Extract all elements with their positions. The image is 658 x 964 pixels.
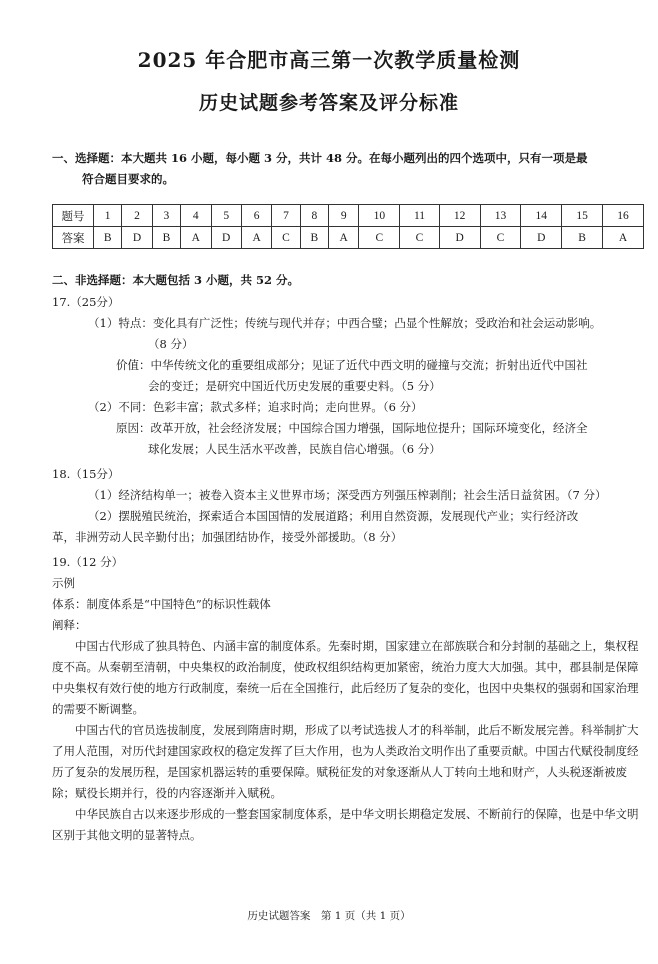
document-subtitle: 历史试题参考答案及评分标准 [198, 92, 459, 114]
answer-cell: D [439, 227, 480, 249]
q17-part1-value-a: 价值：中华传统文化的重要组成部分；见证了近代中西文明的碰撞与交流；折射出近代中国社 [116, 358, 588, 372]
q19-explain-label: 阐释： [52, 618, 87, 632]
answer-table [52, 204, 644, 249]
answer-cell: B [94, 227, 122, 249]
question-number: 4 [181, 205, 211, 227]
question-number: 11 [400, 205, 439, 227]
q17-part1-features: （1）特点：变化具有广泛性；传统与现代并存；中西合璧；凸显个性解放；受政治和社会运动影响。 [88, 316, 602, 330]
q17-part1-points: （8 分） [148, 337, 194, 351]
q19-paragraph-3: 中华民族自古以来逐步形成的一整套国家制度体系，是中华文明长期稳定发展、不断前行的保障，也是中华文明区别于其他文明的显著特点。 [52, 807, 639, 842]
question-number-header: 题号 [53, 205, 94, 227]
question-number: 9 [329, 205, 359, 227]
question-number: 3 [152, 205, 180, 227]
question-number: 8 [300, 205, 328, 227]
document-title: 2025 年合肥市高三第一次教学质量检测 [137, 48, 521, 72]
answer-cell: A [329, 227, 359, 249]
question-number: 15 [562, 205, 603, 227]
q17-part2-differences: （2）不同：色彩丰富；款式多样；追求时尚；走向世界。（6 分） [88, 400, 423, 414]
question-number-row [53, 205, 644, 227]
answer-cell: B [562, 227, 603, 249]
part2-heading: 二、非选择题：本大题包括 3 小题，共 52 分。 [52, 273, 300, 287]
q17-part1-value-b: 会的变迁；是研究中国近代历史发展的重要史料。（5 分） [148, 379, 441, 393]
q18-label: 18.（15分） [52, 467, 120, 481]
q17-part2-reasons-b: 球化发展；人民生活水平改善，民族自信心增强。（6 分） [148, 442, 441, 456]
part1-instructions [52, 148, 642, 190]
question-19 [52, 552, 646, 846]
question-number: 1 [94, 205, 122, 227]
question-number: 12 [439, 205, 480, 227]
q19-example-label: 示例 [52, 576, 75, 590]
answer-cell: A [181, 227, 211, 249]
question-17 [52, 292, 646, 460]
answer-row [53, 227, 644, 249]
answer-cell: D [122, 227, 152, 249]
answer-cell: B [300, 227, 328, 249]
answer-cell: C [359, 227, 400, 249]
question-number: 7 [272, 205, 300, 227]
question-number: 16 [603, 205, 644, 227]
answer-cell: A [241, 227, 271, 249]
q19-paragraph-2: 中国古代的官员选拔制度，发展到隋唐时期，形成了以考试选拔人才的科举制，此后不断发展完善。科举制扩大了用人范围，对历代封建国家政权的稳定发挥了巨大作用，也为人类政治文明作出了重要贡献。中国古代赋役制度经历了复杂的发展历程，是国家机器运转的重要保障。赋税征发的对象逐渐从人丁转向土地和财产，人头税逐渐被废除；赋役长期并行，役的内容逐渐并入赋税。 [52, 723, 639, 800]
question-18 [52, 464, 646, 548]
q19-label: 19.（12 分） [52, 555, 124, 569]
q17-label: 17.（25分） [52, 295, 120, 309]
answer-cell: A [603, 227, 644, 249]
q17-part2-reasons-a: 原因：改革开放，社会经济发展；中国综合国力增强，国际地位提升；国际环境变化，经济全 [116, 421, 588, 435]
answer-cell: C [272, 227, 300, 249]
question-number: 6 [241, 205, 271, 227]
part1-line2: 符合题目要求的。 [82, 172, 174, 186]
page-footer: 历史试题答案 第 1 页（共 1 页） [247, 910, 411, 922]
answer-cell: B [152, 227, 180, 249]
part1-line1: 一、选择题：本大题共 16 小题，每小题 3 分，共计 48 分。在每小题列出的四个选项中，只有一项是最 [52, 151, 588, 165]
question-number: 2 [122, 205, 152, 227]
answer-cell: C [400, 227, 439, 249]
question-number: 14 [521, 205, 562, 227]
answer-cell: C [480, 227, 521, 249]
answer-header: 答案 [53, 227, 94, 249]
q18-part2-b: 革，非洲劳动人民辛勤付出；加强团结协作，接受外部援助。（8 分） [52, 530, 403, 544]
q18-part2-a: （2）摆脱殖民统治，探索适合本国国情的发展道路；利用自然资源，发展现代产业；实行经济改 [88, 509, 579, 523]
question-number: 13 [480, 205, 521, 227]
q18-part1: （1）经济结构单一；被卷入资本主义世界市场；深受西方列强压榨剥削；社会生活日益贫困。（7 分） [88, 488, 607, 502]
q19-paragraph-1: 中国古代形成了独具特色、内涵丰富的制度体系。先秦时期，国家建立在部族联合和分封制的基础之上，集权程度不高。从秦朝至清朝，中央集权的政治制度，使政权组织结构更加紧密，统治力度大大加强。其中，郡县制是保障中央集权有效行使的地方行政制度，秦统一后在全国推行，此后经历了复杂的变化，也因中央集权的强弱和国家治理的需要不断调整。 [52, 639, 639, 716]
answer-cell: D [211, 227, 241, 249]
question-number: 5 [211, 205, 241, 227]
answer-cell: D [521, 227, 562, 249]
q19-system: 体系：制度体系是“中国特色”的标识性载体 [52, 597, 271, 611]
question-number: 10 [359, 205, 400, 227]
